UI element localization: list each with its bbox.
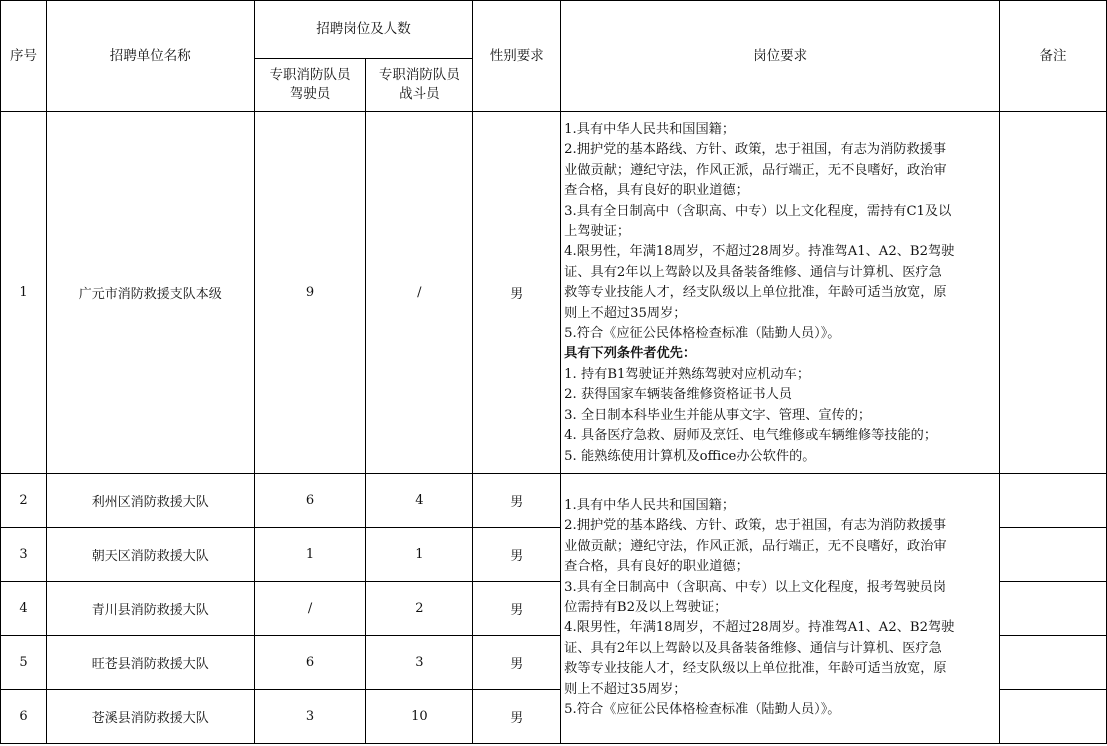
row-driver-count: 9 (254, 112, 366, 474)
req1-line: 2.拥护党的基本路线、方针、政策，忠于祖国，有志为消防救援事 (564, 142, 947, 158)
row-unit: 朝天区消防救援大队 (46, 528, 254, 582)
header-driver-line1: 专职消防队员 (269, 67, 351, 83)
requirements-block-1 (561, 112, 1000, 474)
row-gender: 男 (473, 636, 561, 690)
row-gender: 男 (473, 474, 561, 528)
header-fighter (366, 59, 473, 112)
row-unit: 旺苍县消防救援大队 (46, 636, 254, 690)
row-fighter-count: / (366, 112, 473, 474)
row-seq: 4 (1, 582, 47, 636)
row-driver-count: 6 (254, 636, 366, 690)
req1-line: 上驾驶证； (564, 224, 631, 240)
row-seq: 3 (1, 528, 47, 582)
table-row (1, 474, 1107, 528)
header-requirements: 岗位要求 (561, 1, 1000, 112)
row-gender: 男 (473, 528, 561, 582)
header-driver (254, 59, 366, 112)
header-gender: 性别要求 (473, 1, 561, 112)
req1-line: 救等专业技能人才，经支队级以上单位批准，年龄可适当放宽，原 (564, 285, 947, 301)
row-gender: 男 (473, 690, 561, 744)
req2-line: 1.具有中华人民共和国国籍； (564, 498, 736, 513)
row-unit: 广元市消防救援支队本级 (46, 112, 254, 474)
priority-title: 具有下列条件者优先： (564, 346, 697, 362)
row-notes (1000, 690, 1107, 744)
req1-line: 5.符合《应征公民体格检查标准（陆勤人员）》。 (564, 326, 841, 342)
header-positions-group: 招聘岗位及人数 (254, 1, 473, 59)
row-gender: 男 (473, 582, 561, 636)
header-driver-line2: 驾驶员 (289, 86, 331, 102)
priority-item: 5. 能熟练使用计算机及office办公软件的。 (564, 448, 816, 464)
req2-line: 位需持有B2及以上驾驶证； (564, 600, 728, 616)
row-unit: 青川县消防救援大队 (46, 582, 254, 636)
req2-line: 则上不超过35周岁； (564, 681, 687, 697)
req1-line: 3.具有全日制高中（含职高、中专）以上文化程度，需持有C1及以 (564, 203, 952, 219)
priority-item: 4. 具备医疗急救、厨师及烹饪、电气维修或车辆维修等技能的； (564, 428, 938, 444)
req1-line: 证、具有2年以上驾龄以及具备装备维修、通信与计算机、医疗急 (564, 264, 942, 280)
priority-item: 2. 获得国家车辆装备维修资格证书人员 (564, 387, 792, 403)
header-unit: 招聘单位名称 (46, 1, 254, 112)
header-notes: 备注 (1000, 1, 1107, 112)
row-notes (1000, 636, 1107, 690)
req1-line: 则上不超过35周岁； (564, 305, 687, 321)
row-notes (1000, 474, 1107, 528)
table-row (1, 112, 1107, 474)
req1-line: 4.限男性，年满18周岁，不超过28周岁。持准驾A1、A2、B2驾驶 (564, 244, 955, 260)
req2-line: 5.符合《应征公民体格检查标准（陆勤人员）》。 (564, 702, 841, 718)
row-fighter-count: 1 (366, 528, 473, 582)
row-fighter-count: 4 (366, 474, 473, 528)
priority-item: 1. 持有B1驾驶证并熟练驾驶对应机动车； (564, 366, 811, 382)
row-notes (1000, 528, 1107, 582)
row-notes (1000, 112, 1107, 474)
req2-line: 查合格，具有良好的职业道德； (564, 559, 749, 575)
row-seq: 2 (1, 474, 47, 528)
req2-line: 证、具有2年以上驾龄以及具备装备维修、通信与计算机、医疗急 (564, 640, 942, 656)
priority-item: 3. 全日制本科毕业生并能从事文字、管理、宣传的； (564, 407, 872, 423)
row-notes (1000, 582, 1107, 636)
req2-line: 3.具有全日制高中（含职高、中专）以上文化程度，报考驾驶员岗 (564, 579, 947, 595)
row-driver-count: 3 (254, 690, 366, 744)
row-unit: 苍溪县消防救援大队 (46, 690, 254, 744)
header-fighter-line1: 专职消防队员 (378, 67, 460, 83)
header-seq: 序号 (1, 1, 47, 112)
row-seq: 6 (1, 690, 47, 744)
row-fighter-count: 3 (366, 636, 473, 690)
row-seq: 1 (1, 112, 47, 474)
header-fighter-line2: 战斗员 (399, 86, 440, 102)
row-fighter-count: 10 (366, 690, 473, 744)
req1-line: 业做贡献；遵纪守法，作风正派，品行端正，无不良嗜好，政治审 (564, 162, 947, 178)
req2-line: 救等专业技能人才，经支队级以上单位批准，年龄可适当放宽，原 (564, 661, 947, 677)
row-driver-count: 6 (254, 474, 366, 528)
row-unit: 利州区消防救援大队 (46, 474, 254, 528)
req1-line: 查合格，具有良好的职业道德； (564, 183, 749, 199)
row-gender: 男 (473, 112, 561, 474)
req2-line: 业做贡献；遵纪守法，作风正派，品行端正，无不良嗜好，政治审 (564, 538, 947, 554)
req1-line: 1.具有中华人民共和国国籍； (564, 122, 736, 137)
req2-line: 2.拥护党的基本路线、方针、政策，忠于祖国，有志为消防救援事 (564, 518, 947, 534)
row-driver-count: 1 (254, 528, 366, 582)
requirements-block-2 (561, 474, 1000, 744)
req2-line: 4.限男性，年满18周岁，不超过28周岁。持准驾A1、A2、B2驾驶 (564, 620, 955, 636)
row-driver-count: / (254, 582, 366, 636)
row-fighter-count: 2 (366, 582, 473, 636)
row-seq: 5 (1, 636, 47, 690)
